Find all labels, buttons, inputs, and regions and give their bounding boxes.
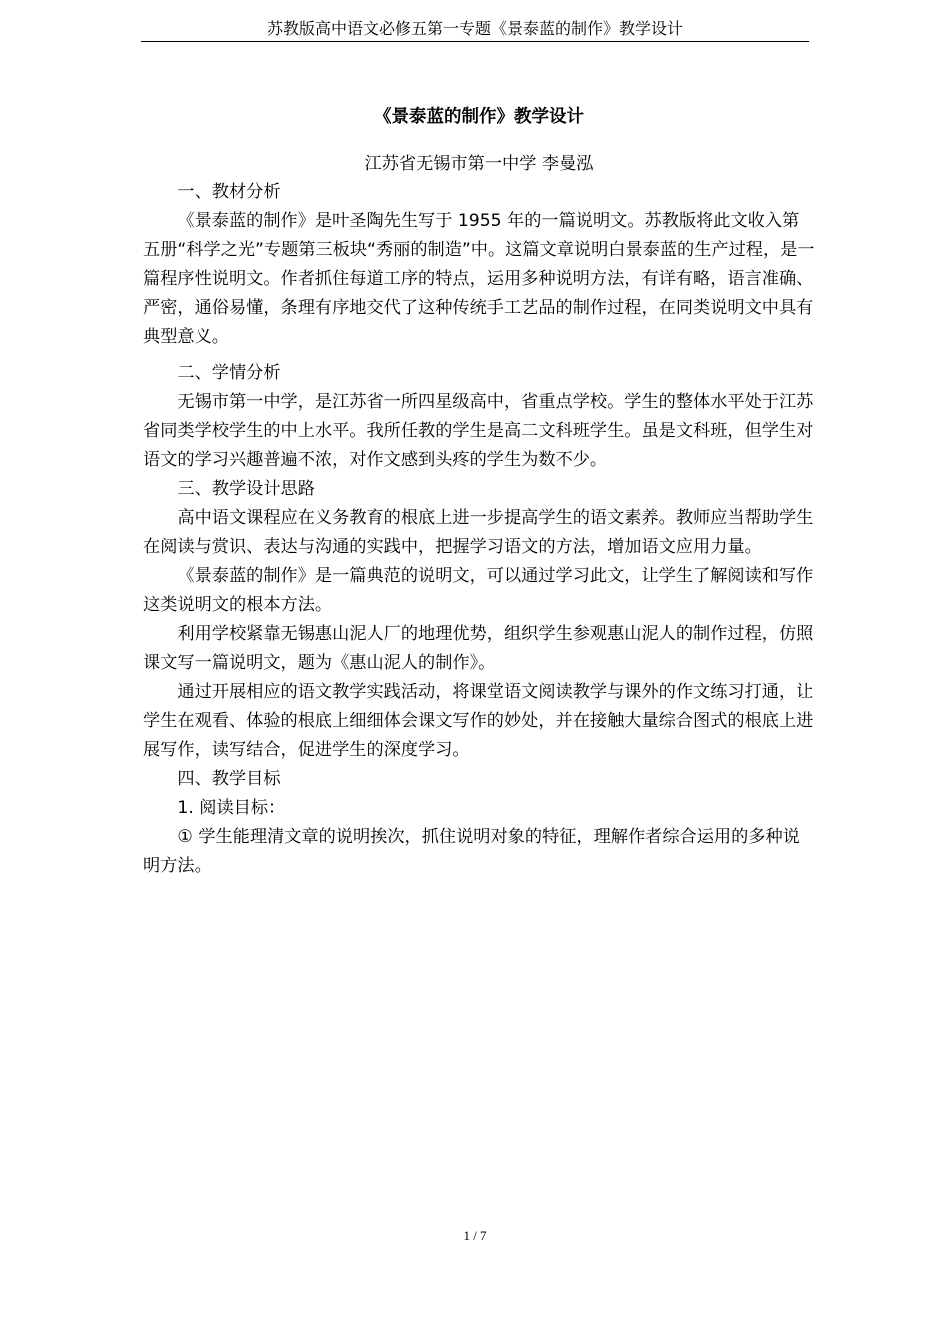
paragraph: ① 学生能理清文章的说明挨次，抓住说明对象的特征，理解作者综合运用的多种说明方法。 xyxy=(143,827,800,876)
page-number: 1 / 7 xyxy=(463,1228,487,1243)
running-header: 苏教版高中语文必修五第一专题《景泰蓝的制作》教学设计 xyxy=(141,18,809,42)
paragraph: 《景泰蓝的制作》是一篇典范的说明文，可以通过学习此文，让学生了解阅读和写作这类说明文的根本方法。 xyxy=(143,566,814,615)
section-heading: 二、学情分析 xyxy=(177,363,281,383)
paragraph: 《景泰蓝的制作》是叶圣陶先生写于 1955 年的一篇说明文。苏教版将此文收入第五册“科学之光”专题第三板块“秀丽的制造”中。这篇文章说明白景泰蓝的生产过程，是一篇程序性说明文。作者抓住每道工序的特点，运用多种说明方法，有详有略，语言准确、严密，通俗易懂，条理有序地交代了这种传统手工艺品的制作过程，在同类说明文中具有典型意义。 xyxy=(143,211,815,347)
paragraph: 通过开展相应的语文教学实践活动，将课堂语文阅读教学与课外的作文练习打通，让学生在观看、体验的根底上细细体会课文写作的妙处，并在接触大量综合图式的根底上进展写作，读写结合，促进学生的深度学习。 xyxy=(143,682,814,760)
paragraph: 高中语文课程应在义务教育的根底上进一步提高学生的语文素养。教师应当帮助学生在阅读与赏识、表达与沟通的实践中，把握学习语文的方法，增加语文应用力量。 xyxy=(143,508,814,557)
section-heading: 一、教材分析 xyxy=(177,182,281,202)
paragraph: 无锡市第一中学，是江苏省一所四星级高中，省重点学校。学生的整体水平处于江苏省同类学校学生的中上水平。我所任教的学生是高二文科班学生。虽是文科班，但学生对语文的学习兴趣普遍不浓，对作文感到头疼的学生为数不少。 xyxy=(143,392,814,470)
document-body xyxy=(143,102,815,881)
list-item-label: 1. 阅读目标： xyxy=(177,798,286,818)
section-heading: 四、教学目标 xyxy=(177,769,281,789)
paragraph: 利用学校紧靠无锡惠山泥人厂的地理优势，组织学生参观惠山泥人的制作过程，仿照课文写一篇说明文，题为《惠山泥人的制作》。 xyxy=(143,624,814,673)
section-heading: 三、教学设计思路 xyxy=(177,479,315,499)
document-title: 《景泰蓝的制作》教学设计 xyxy=(374,107,584,127)
author-line: 江苏省无锡市第一中学 李曼泓 xyxy=(364,154,594,174)
